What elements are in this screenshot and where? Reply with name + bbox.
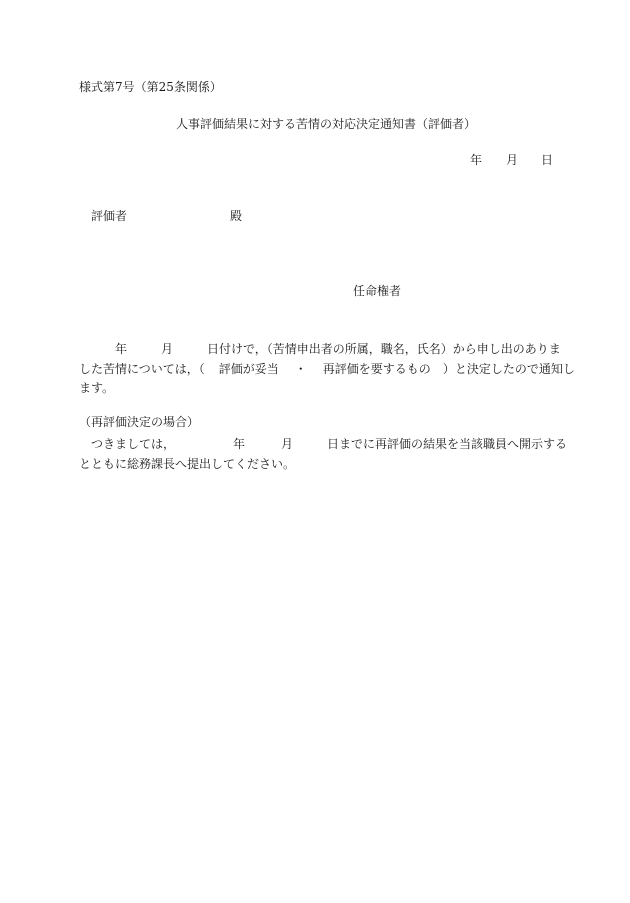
addressee-label: 評価者 bbox=[91, 209, 128, 223]
reevaluation-line1-start: つきましては， bbox=[91, 437, 176, 451]
reevaluation-month: 月 bbox=[281, 437, 294, 451]
body-day-text: 日付けで，（苦情申出者の所属，職名，氏名）から申し出のありま bbox=[207, 342, 561, 356]
option-separator: ・ bbox=[294, 361, 307, 376]
body-line-2 bbox=[79, 360, 575, 380]
reevaluation-year: 年 bbox=[233, 437, 246, 451]
body-line-1 bbox=[79, 340, 561, 360]
body-line2-start: した苦情については，（ bbox=[79, 361, 205, 376]
date-month: 月 bbox=[506, 153, 519, 167]
reevaluation-line-2: とともに総務課長へ提出してください。 bbox=[79, 457, 296, 471]
option-valid-evaluation: 評価が妥当 bbox=[218, 361, 279, 376]
date-year: 年 bbox=[470, 153, 483, 167]
form-number: 様式第7号（第25条関係） bbox=[79, 80, 222, 94]
document-title: 人事評価結果に対する苦情の対応決定通知書（評価者） bbox=[176, 117, 477, 131]
addressee-honorific: 殿 bbox=[230, 209, 243, 223]
addressee-line bbox=[91, 209, 243, 223]
date-day: 日 bbox=[541, 153, 554, 167]
body-line-3: ます。 bbox=[79, 381, 115, 395]
option-reevaluation-required: 再評価を要するもの bbox=[322, 361, 431, 376]
notification-body bbox=[79, 340, 575, 399]
reevaluation-line1-end: 日までに再評価の結果を当該職員へ開示する bbox=[327, 437, 568, 451]
body-year: 年 bbox=[115, 342, 128, 356]
reevaluation-line-1 bbox=[79, 434, 568, 454]
reevaluation-body bbox=[79, 434, 568, 474]
reevaluation-heading: （再評価決定の場合） bbox=[79, 415, 200, 429]
body-line2-end: ）と決定したので通知し bbox=[442, 361, 575, 376]
body-month: 月 bbox=[161, 342, 174, 356]
appointer: 任命権者 bbox=[353, 284, 402, 298]
